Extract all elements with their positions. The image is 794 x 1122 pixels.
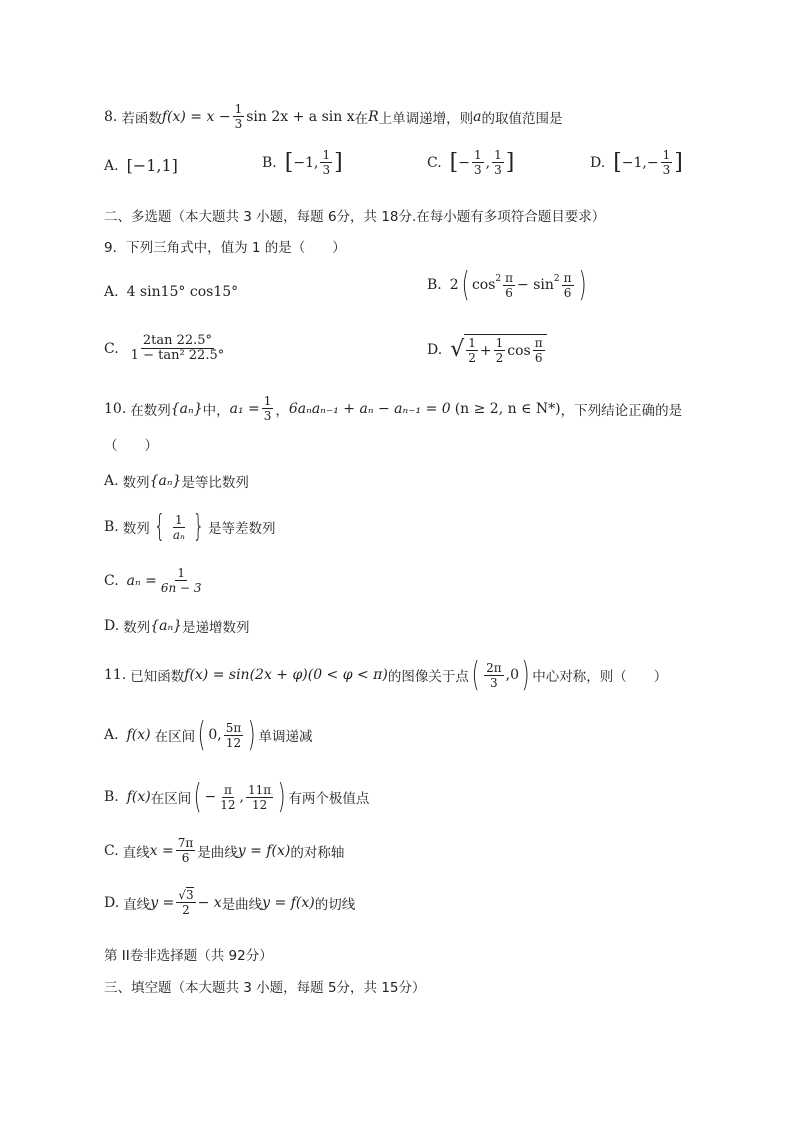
part-2-heading: 第 II卷非选择题（共 92分） [104,948,273,964]
q8-stem: 8. 若函数 f(x) = x − $\frac{1}{3}$ sin 2x + a sin x 在 R 上单调递增，则 a 的取值范围是 [104,102,563,131]
q10-option-b[interactable]: B. 数列 { $\frac{1}{\text{aₙ}}$ } 是等差数列 [104,509,276,544]
q11-option-a[interactable]: A. f(x) 在区间 ( 0, $\frac{5\pi}{12}$ ) 单调递减 [104,715,313,755]
q10-option-d[interactable]: D. 数列 {aₙ} 是递增数列 [104,618,250,636]
q9-stem: 9．下列三角式中，值为 1 的是（ ） [104,240,346,256]
q8-func-mid: sin 2x + a sin x [246,108,355,125]
q10-option-c[interactable]: C. aₙ = $\frac{1}{6n - 3}$ [104,566,202,595]
q9-option-b[interactable]: B. 2 ( cos 2 $\frac{\pi}{6}$ − sin 2 $\frac{\pi}{6}$ ) [427,265,587,305]
q8-fraction: $\frac{1}{3}$ [234,102,243,131]
section-2-heading: 二、多选题（本大题共 3 小题，每题 6分，共 18分.在每小题有多项符合题目要求） [104,209,606,225]
q8-text-pre: 若函数 [121,110,162,127]
q8-option-c[interactable]: C. [ − $\frac{1}{3}$ , $\frac{1}{3}$ ] [427,148,515,177]
q9-option-c[interactable]: C. $\frac{2\tan 22.5^\circ}{\text{1 − tan² 22.5°}}$ [104,333,225,363]
q8-option-a[interactable]: A. [−1,1] [104,156,178,175]
q11-option-b[interactable]: B. f(x) 在区间 ( − $\frac{\pi}{12}$ , $\frac{11\pi}{12}$ ) 有两个极值点 [104,777,370,817]
q10-paren: （ ） [104,438,158,454]
q10-stem: 10. 在数列 {aₙ} 中， a₁ = $\frac{1}{3}$ ， 6aₙaₙ₋₁ + aₙ − aₙ₋₁ = 0 (n ≥ 2, n ∈ N*) ，下列结论正确的是 [104,394,683,423]
q11-option-c[interactable]: C. 直线 x = $\frac{7\pi}{6}$ 是曲线 y = f(x) 的对称轴 [104,836,345,865]
q11-stem: 11. 已知函数 f(x) = sin(2x + φ)(0 < φ < π) 的图像关于点 ( $\frac{2\pi}{3}$ ,0 ) 中心对称，则（ ） [104,655,668,695]
q10-option-a[interactable]: A. 数列 {aₙ} 是等比数列 [104,473,249,491]
q8-option-b[interactable]: B. [ −1, $\frac{1}{3}$ ] [262,148,343,177]
section-3-heading: 三、填空题（本大题共 3 小题，每题 5分，共 15分） [104,980,426,996]
q9-option-a[interactable]: A. 4 sin15° cos15° [104,284,239,300]
q11-option-d[interactable]: D. 直线 y = $\frac{√3}{2}$ − x 是曲线 y = f(x) 的切线 [104,888,356,917]
q8-option-d[interactable]: D. [ −1,− $\frac{1}{3}$ ] [590,148,683,177]
q9-option-d[interactable]: D. √ $\frac{1}{2}$ + $\frac{1}{2}$ cos $\frac{\pi}{6}$ [427,334,547,365]
q8-number: 8. [104,108,118,125]
q8-func: f(x) = x − [161,108,231,125]
sqrt-symbol: √ $\frac{1}{2}$ + $\frac{1}{2}$ cos $\frac{\pi}{6}$ [450,334,546,365]
sqrt-icon: √ [178,888,186,902]
